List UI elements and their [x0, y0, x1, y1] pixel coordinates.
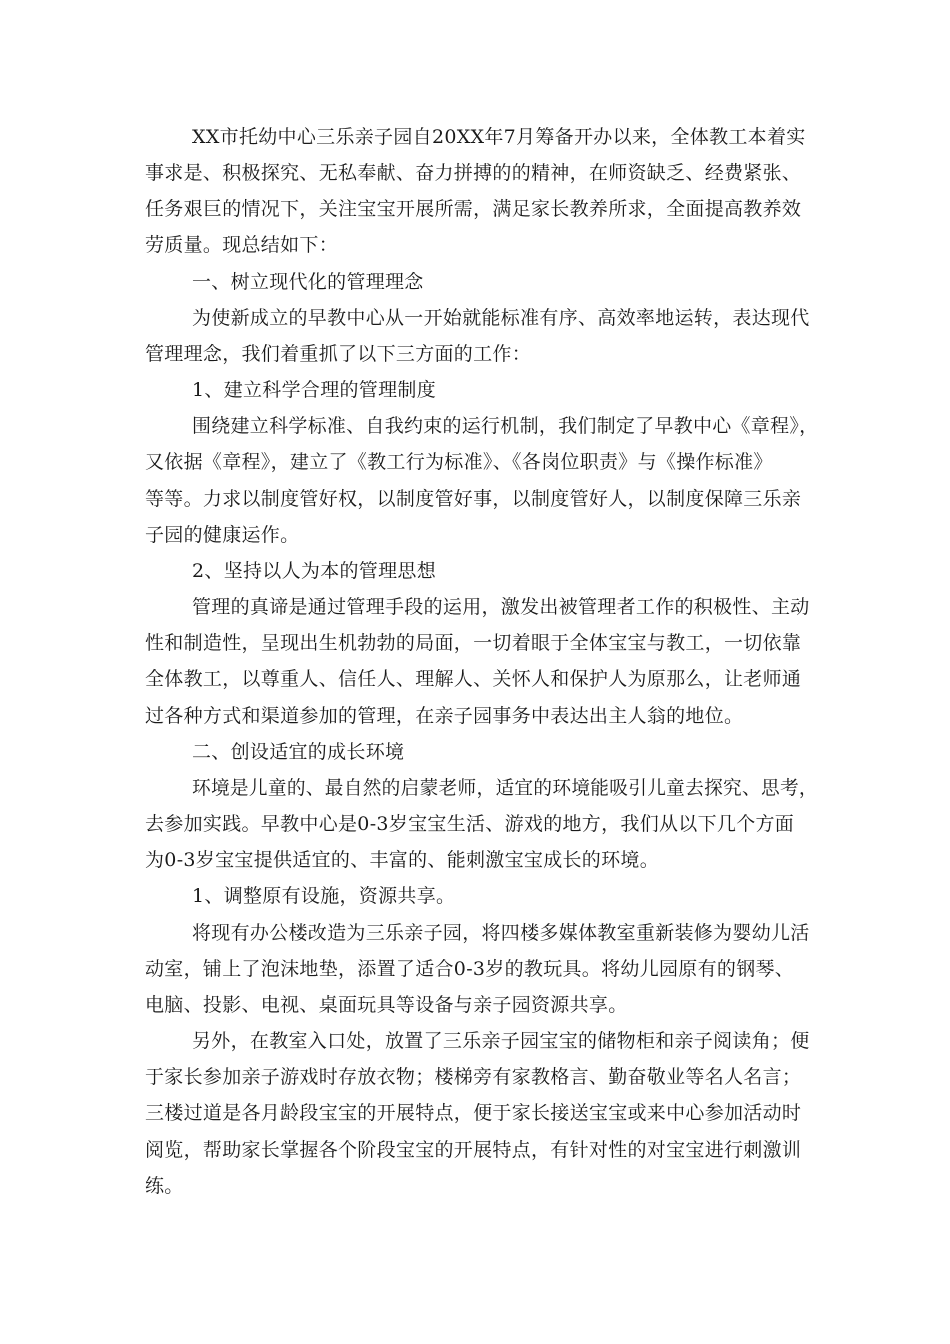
subsection-heading: 1、建立科学合理的管理制度 — [192, 379, 436, 401]
paragraph-line: 动室，铺上了泡沫地垫，添置了适合0-3岁的教玩具。将幼儿园原有的钢琴、 — [145, 958, 795, 980]
paragraph-line: 于家长参加亲子游戏时存放衣物；楼梯旁有家教格言、勤奋敬业等名人名言； — [145, 1066, 802, 1088]
paragraph-line: 性和制造性，呈现出生机勃勃的局面，一切着眼于全体宝宝与教工，一切依靠 — [145, 632, 802, 654]
paragraph-line: 练。 — [145, 1175, 184, 1197]
paragraph-line: 电脑、投影、电视、桌面玩具等设备与亲子园资源共享。 — [145, 994, 628, 1016]
paragraph-line: 环境是儿童的、最自然的启蒙老师，适宜的环境能吸引儿童去探究、思考， — [192, 777, 818, 799]
paragraph-line: 子园的健康运作。 — [145, 524, 300, 546]
paragraph-line: 过各种方式和渠道参加的管理，在亲子园事务中表达出主人翁的地位。 — [145, 705, 744, 727]
subsection-heading: 2、坚持以人为本的管理思想 — [192, 560, 436, 582]
paragraph-line: 事求是、积极探究、无私奉献、奋力拼搏的的精神，在师资缺乏、经费紧张、 — [145, 162, 802, 184]
paragraph-line: XX市托幼中心三乐亲子园自20XX年7月筹备开办以来，全体教工本着实 — [192, 126, 806, 148]
paragraph-line: 另外，在教室入口处，放置了三乐亲子园宝宝的储物柜和亲子阅读角；便 — [192, 1030, 810, 1052]
paragraph-line: 任务艰巨的情况下，关注宝宝开展所需，满足家长教养所求，全面提高教养效 — [145, 198, 802, 220]
section-heading: 二、创设适宜的成长环境 — [192, 741, 405, 763]
paragraph-line: 管理的真谛是通过管理手段的运用，激发出被管理者工作的积极性、主动 — [192, 596, 810, 618]
paragraph-line: 阅览，帮助家长掌握各个阶段宝宝的开展特点，有针对性的对宝宝进行刺激训 — [145, 1139, 802, 1161]
paragraph-line: 又依据《章程》，建立了《教工行为标准》、《各岗位职责》与《操作标准》 — [145, 451, 773, 473]
paragraph-line: 管理理念，我们着重抓了以下三方面的工作： — [145, 343, 532, 365]
paragraph-line: 为0-3岁宝宝提供适宜的、丰富的、能刺激宝宝成长的环境。 — [145, 849, 659, 871]
paragraph-line: 三楼过道是各月龄段宝宝的开展特点，便于家长接送宝宝或来中心参加活动时 — [145, 1102, 802, 1124]
paragraph-line: 等等。力求以制度管好权，以制度管好事，以制度管好人，以制度保障三乐亲 — [145, 488, 802, 510]
paragraph-line: 去参加实践。早教中心是0-3岁宝宝生活、游戏的地方，我们从以下几个方面 — [145, 813, 795, 835]
paragraph-line: 将现有办公楼改造为三乐亲子园，将四楼多媒体教室重新装修为婴幼儿活 — [192, 922, 810, 944]
section-heading: 一、树立现代化的管理理念 — [192, 271, 424, 293]
paragraph-line: 围绕建立科学标准、自我约束的运行机制，我们制定了早教中心《章程》， — [192, 415, 819, 437]
subsection-heading: 1、调整原有设施，资源共享。 — [192, 885, 456, 907]
paragraph-line: 劳质量。现总结如下： — [145, 234, 339, 256]
paragraph-line: 为使新成立的早教中心从一开始就能标准有序、高效率地运转，表达现代 — [192, 307, 810, 329]
paragraph-line: 全体教工，以尊重人、信任人、理解人、关怀人和保护人为原那么，让老师通 — [145, 668, 802, 690]
